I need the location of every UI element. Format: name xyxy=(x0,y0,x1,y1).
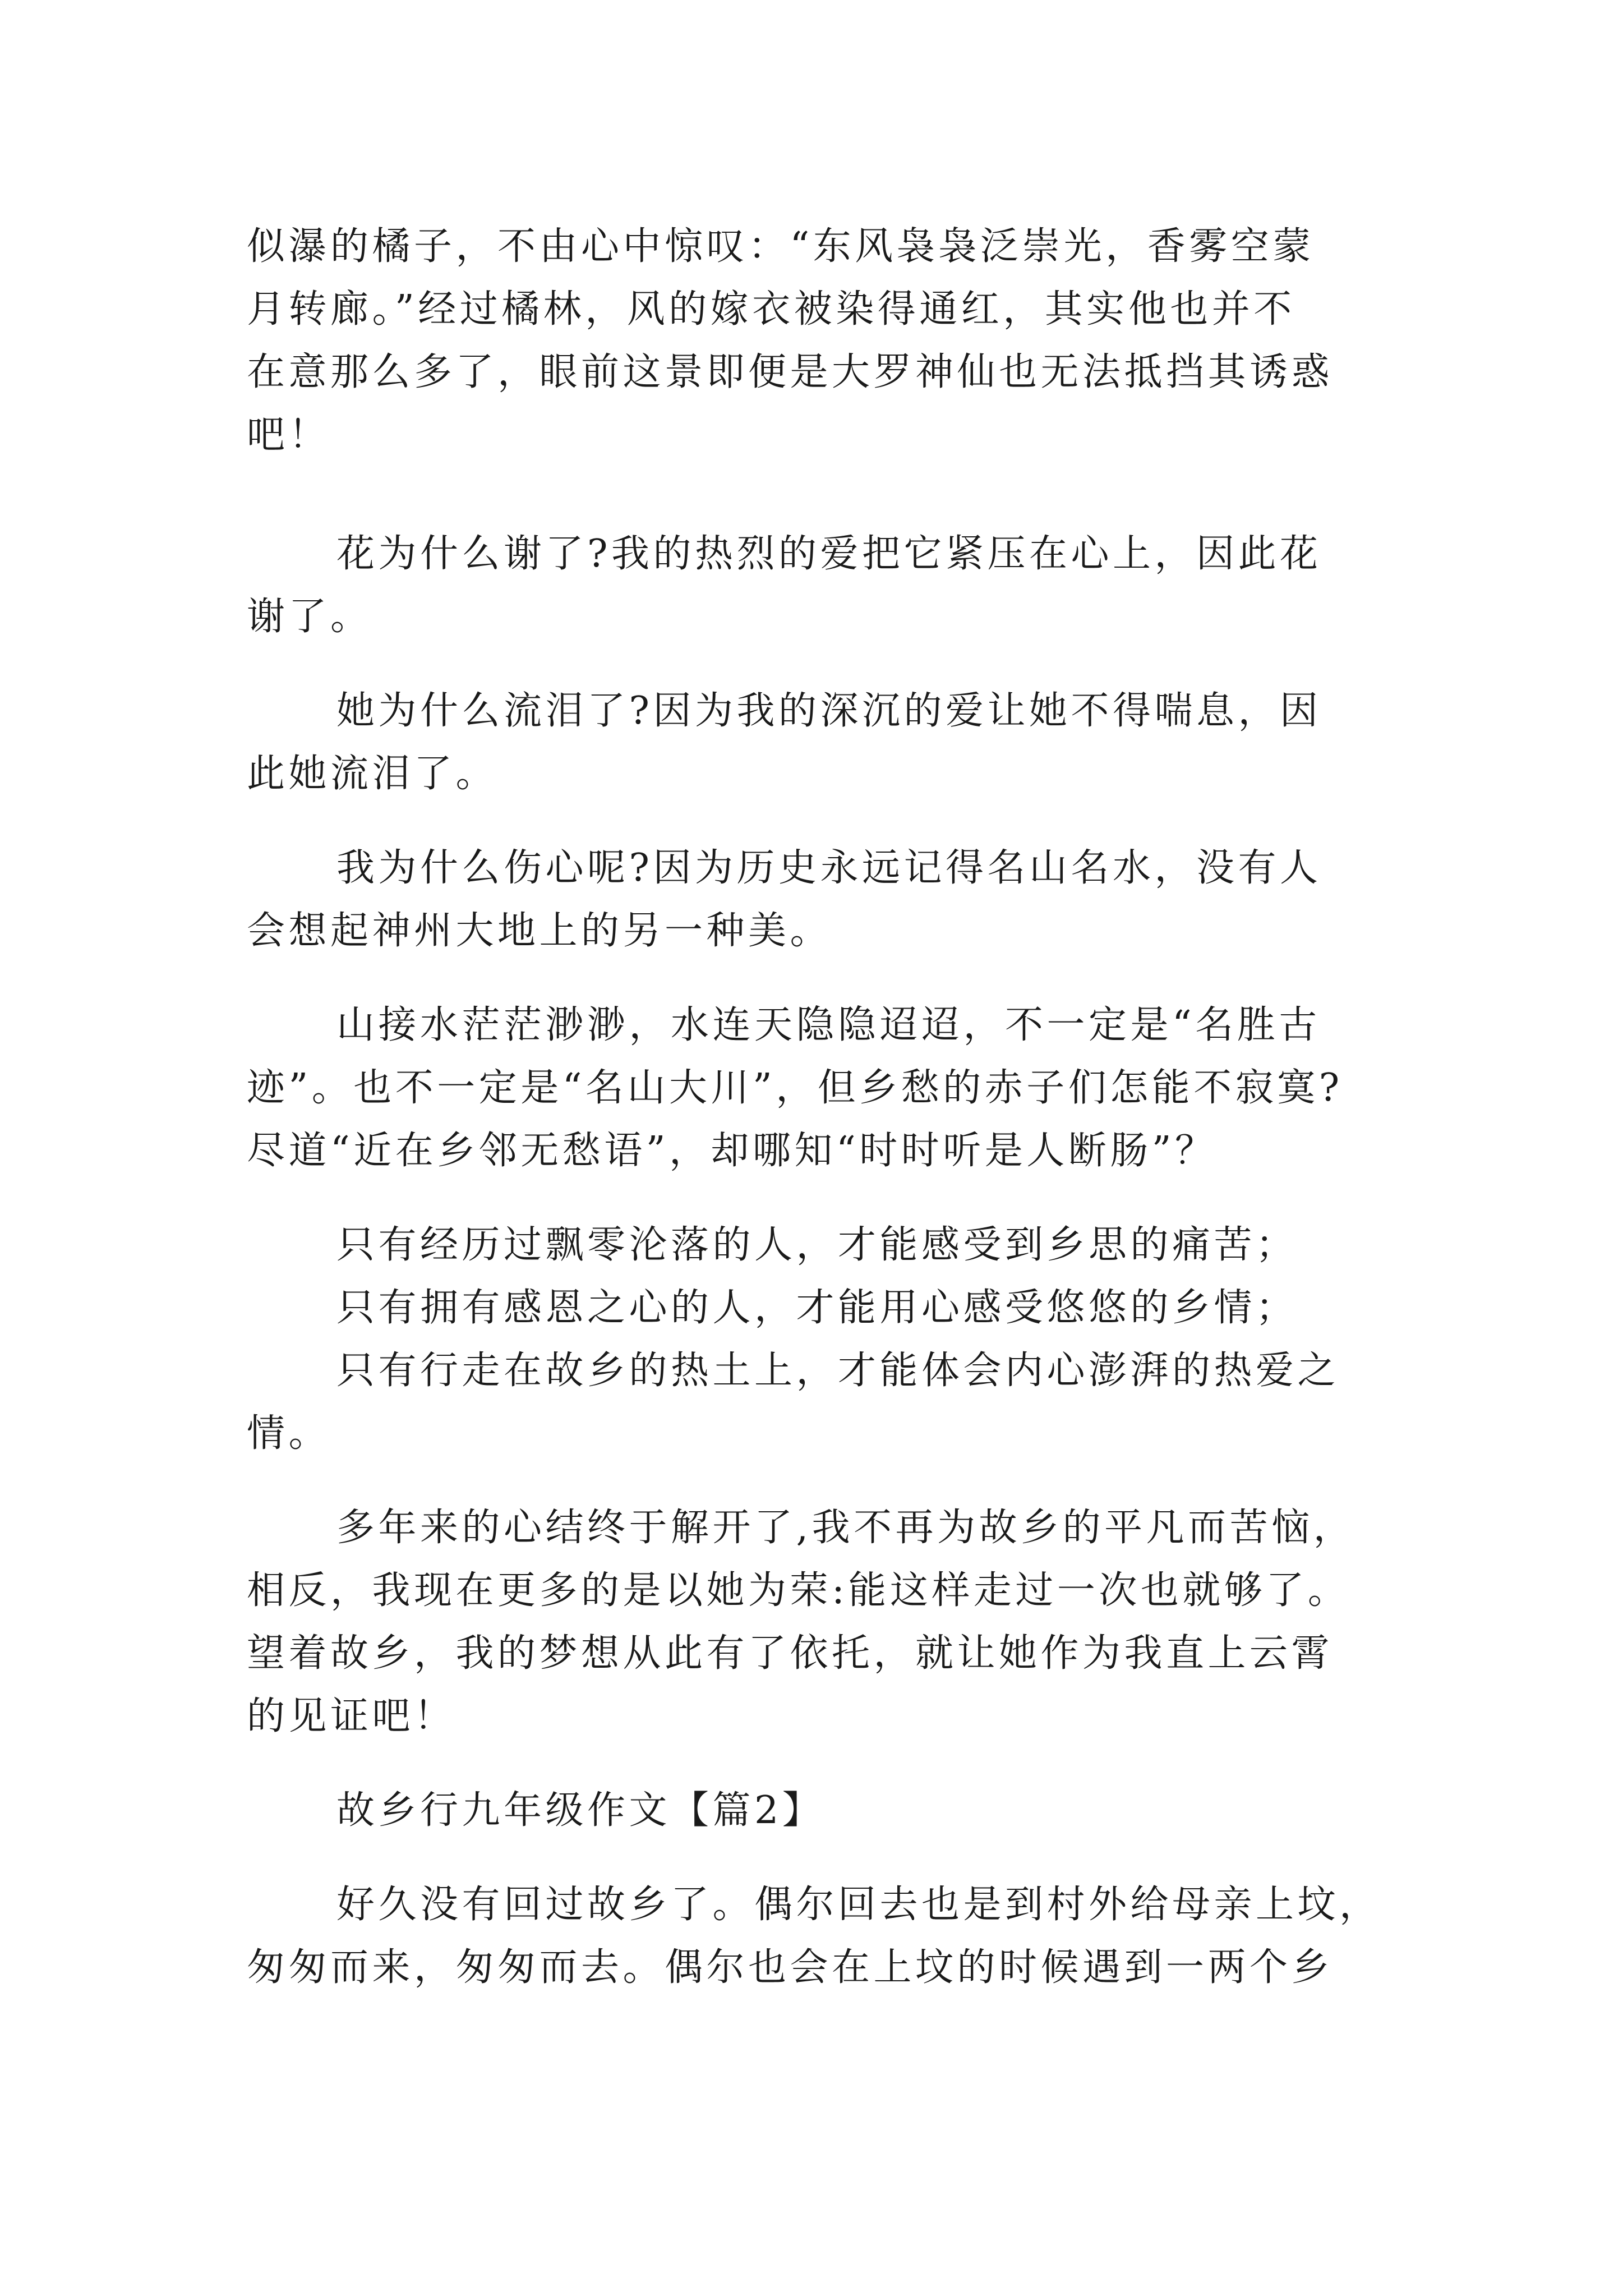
text-line: 谢了。 xyxy=(247,595,372,639)
paragraph-first-line: 好久没有回过故乡了。偶尔回去也是到村外给母亲上坟， xyxy=(336,1883,1381,1927)
paragraph-first-line: 我为什么伤心呢?因为历史永远记得名山名水，没有人 xyxy=(336,846,1322,890)
text-line: 会想起神州大地上的另一种美。 xyxy=(247,909,832,953)
text-line: 此她流泪了。 xyxy=(247,752,498,796)
paragraph-first-line: 只有拥有感恩之心的人，才能用心感受悠悠的乡情； xyxy=(336,1286,1298,1330)
paragraph-first-line: 只有行走在故乡的热土上，才能体会内心澎湃的热爱之 xyxy=(336,1349,1340,1393)
text-line: 尽道“近在乡邻无愁语”，却哪知“时时听是人断肠”？ xyxy=(247,1129,1217,1173)
text-line: 月转廊。”经过橘林，风的嫁衣被染得通红，其实他也并不 xyxy=(247,287,1295,332)
paragraph-first-line: 花为什么谢了?我的热烈的爱把它紧压在心上，因此花 xyxy=(336,532,1322,576)
text-line: 的见证吧！ xyxy=(247,1694,456,1738)
text-line: 迹”。也不一定是“名山大川”，但乡愁的赤子们怎能不寂寞? xyxy=(247,1066,1343,1110)
paragraph-first-line: 山接水茫茫渺渺，水连天隐隐迢迢，不一定是“名胜古 xyxy=(336,1003,1321,1047)
text-line: 似瀑的橘子，不由心中惊叹：“东风袅袅泛崇光，香雾空蒙 xyxy=(247,224,1315,269)
paragraph-first-line: 多年来的心结终于解开了,我不再为故乡的平凡而苦恼， xyxy=(336,1506,1355,1550)
paragraph-first-line: 她为什么流泪了?因为我的深沉的爱让她不得喘息，因 xyxy=(336,689,1322,733)
text-line: 匆匆而来，匆匆而去。偶尔也会在上坟的时候遇到一两个乡 xyxy=(247,1945,1334,1990)
paragraph-first-line: 只有经历过飘零沦落的人，才能感受到乡思的痛苦； xyxy=(336,1223,1298,1267)
text-line: 望着故乡，我的梦想从此有了依托，就让她作为我直上云霄 xyxy=(247,1631,1334,1676)
text-line: 在意那么多了，眼前这景即便是大罗神仙也无法抵挡其诱惑 xyxy=(247,350,1334,394)
text-line: 相反，我现在更多的是以她为荣:能这样走过一次也就够了。 xyxy=(247,1568,1350,1613)
text-line: 情。 xyxy=(247,1411,331,1456)
text-line: 吧！ xyxy=(247,413,331,457)
section-heading: 故乡行九年级作文【篇2】 xyxy=(336,1788,824,1833)
